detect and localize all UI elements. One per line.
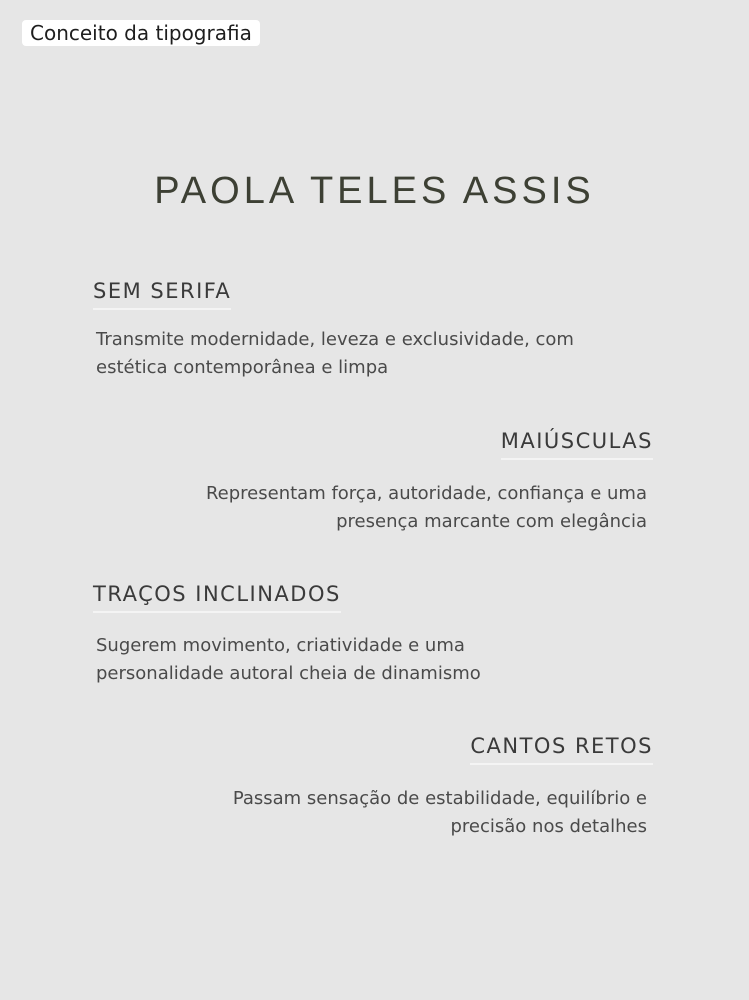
text-line: Passam sensação de estabilidade, equilíbrio e [232,788,647,809]
section-title-cantos-retos: CANTOS RETOS [470,733,653,765]
text-line: Representam força, autoridade, confiança e uma [205,483,647,504]
section-text-cantos-retos [77,785,647,841]
text-line: Sugerem movimento, criatividade e uma [96,635,465,656]
section-title-maiusculas: MAIÚSCULAS [501,428,653,460]
text-line: personalidade autoral cheia de dinamismo [96,663,481,684]
section-title-sem-serifa: SEM SERIFA [93,278,231,310]
text-line: estética contemporânea e limpa [96,357,389,378]
text-line: Transmite modernidade, leveza e exclusividade, com [96,329,574,350]
brand-name: PAOLA TELES ASSIS [154,170,595,212]
text-line: precisão nos detalhes [450,816,647,837]
section-text-sem-serifa [96,326,666,382]
text-line: presença marcante com elegância [336,511,647,532]
section-title-tracos-inclinados: TRAÇOS INCLINADOS [93,581,341,613]
section-text-tracos-inclinados [96,632,666,688]
topic-tag: Conceito da tipografia [22,20,260,46]
section-text-maiusculas [77,480,647,536]
